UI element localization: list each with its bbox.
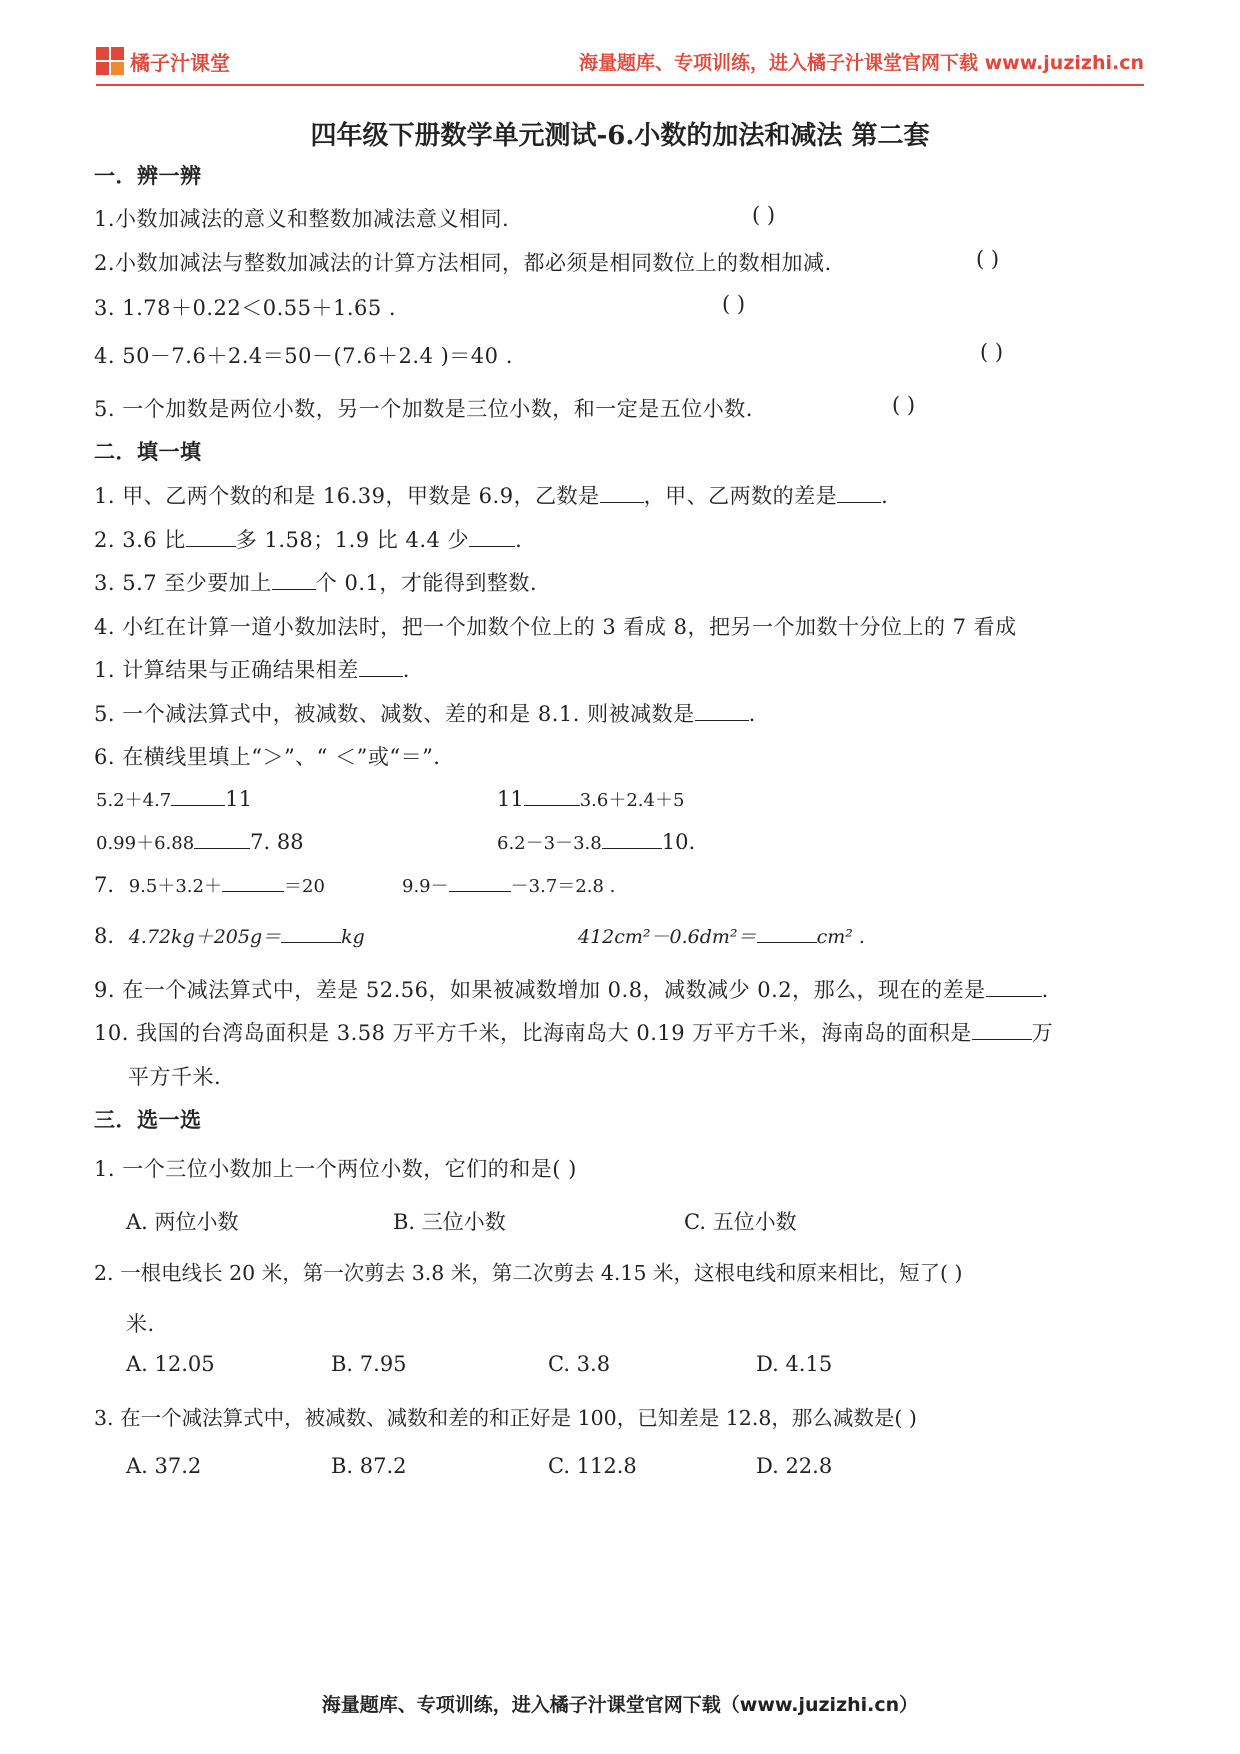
s2-q6-r2-left: 0.99＋6.88 7. 88 — [96, 830, 304, 854]
s2-q7-part2: 9.9－ －3.7＝2.8 . — [402, 872, 615, 898]
s3-q2-option-a: A. 12.05 — [126, 1352, 215, 1376]
answer-blank — [602, 830, 662, 849]
s3-q2-option-b: B. 7.95 — [331, 1352, 407, 1376]
s1-q4-answer: ( ) — [980, 340, 1004, 364]
s3-q2-option-c: C. 3.8 — [548, 1352, 611, 1376]
answer-blank — [972, 1021, 1032, 1040]
s3-q2-line1: 2. 一根电线长 20 米，第一次剪去 3.8 米，第二次剪去 4.15 米，这根电线和原来相比，短了( ) — [94, 1261, 963, 1285]
s1-q3-answer: ( ) — [722, 292, 746, 316]
s3-q1-option-c: C. 五位小数 — [684, 1210, 797, 1234]
answer-blank — [837, 484, 881, 503]
s1-q2-answer: ( ) — [976, 247, 1000, 271]
answer-blank — [194, 830, 250, 849]
s3-q1-option-b: B. 三位小数 — [393, 1210, 506, 1234]
s3-q3-option-d: D. 22.8 — [756, 1454, 833, 1478]
header-slogan: 海量题库、专项训练，进入橘子汁课堂官网下载 www.juzizhi.cn — [579, 52, 1144, 74]
s2-q6: 6. 在横线里填上“＞”、“ ＜”或“＝”. — [94, 745, 441, 769]
s2-q5: 5. 一个减法算式中，被减数、减数、差的和是 8.1. 则被减数是 . — [94, 702, 756, 726]
page-footer: 海量题库、专项训练，进入橘子汁课堂官网下载（www.juzizhi.cn） — [321, 1694, 919, 1716]
s2-q6-r1-right: 11 3.6＋2.4＋5 — [497, 787, 685, 811]
answer-blank — [695, 702, 749, 721]
page-title: 四年级下册数学单元测试-6.小数的加法和减法 第二套 — [310, 121, 930, 151]
s3-q2-option-d: D. 4.15 — [756, 1352, 833, 1376]
answer-blank — [757, 924, 817, 943]
logo-icon — [96, 47, 124, 75]
s2-q2: 2. 3.6 比 多 1.58；1.9 比 4.4 少 . — [94, 528, 523, 552]
answer-blank — [272, 571, 316, 590]
s1-q5-answer: ( ) — [892, 393, 916, 417]
s1-q5: 5. 一个加数是两位小数，另一个加数是三位小数，和一定是五位小数. — [94, 397, 753, 421]
s2-q10-line2: 平方千米. — [128, 1065, 222, 1089]
s1-q2: 2.小数加减法与整数加减法的计算方法相同，都必须是相同数位上的数相加减. — [94, 251, 832, 275]
s2-q8-part2: 412cm²－0.6dm²＝ cm² . — [578, 926, 865, 948]
s2-q4-line2: 1. 计算结果与正确结果相差 . — [94, 658, 410, 682]
s2-q7: 7. 9.5＋3.2＋ ＝20 — [94, 873, 325, 897]
s2-q6-r1-left: 5.2＋4.7 11 — [96, 787, 252, 811]
s1-q4: 4. 50－7.6＋2.4＝50－(7.6＋2.4 )＝40 . — [94, 344, 513, 368]
s2-q8: 8. 4.72kg＋205g＝ kg — [94, 924, 365, 948]
answer-blank — [281, 924, 341, 943]
s2-q9: 9. 在一个减法算式中，差是 52.56，如果被减数增加 0.8，减数减少 0.2，那么，现在的差是 . — [94, 978, 1049, 1002]
s3-q1-option-a: A. 两位小数 — [126, 1210, 239, 1234]
s3-q1: 1. 一个三位小数加上一个两位小数，它们的和是( ) — [94, 1157, 577, 1181]
answer-blank — [986, 978, 1042, 997]
s3-q3-option-b: B. 87.2 — [331, 1454, 407, 1478]
answer-blank — [171, 787, 225, 806]
s2-q10-line1: 10. 我国的台湾岛面积是 3.58 万平方千米，比海南岛大 0.19 万平方千米，海南岛的面积是 万 — [94, 1021, 1054, 1045]
s2-q1: 1. 甲、乙两个数的和是 16.39，甲数是 6.9，乙数是 ，甲、乙两数的差是 . — [94, 484, 889, 508]
answer-blank — [524, 787, 580, 806]
section3-heading: 三．选一选 — [94, 1107, 202, 1132]
s2-q4-line1: 4. 小红在计算一道小数加法时，把一个加数个位上的 3 看成 8，把另一个加数十分位上的 7 看成 — [94, 615, 1017, 639]
s2-q6-r2-right: 6.2－3－3.8 10. — [497, 830, 696, 854]
brand-name: 橘子汁课堂 — [130, 50, 230, 75]
s3-q2-line2: 米. — [126, 1312, 155, 1336]
answer-blank — [222, 873, 284, 892]
section2-heading: 二．填一填 — [94, 439, 202, 464]
header-divider — [96, 84, 1144, 86]
answer-blank — [186, 528, 236, 547]
s3-q3-option-c: C. 112.8 — [548, 1454, 637, 1478]
answer-blank — [600, 484, 644, 503]
s1-q3: 3. 1.78＋0.22＜0.55＋1.65 . — [94, 296, 397, 320]
s1-q1-answer: ( ) — [752, 203, 776, 227]
s1-q1: 1.小数加减法的意义和整数加减法意义相同. — [94, 207, 510, 231]
brand-logo — [96, 44, 230, 78]
answer-blank — [449, 873, 511, 892]
answer-blank — [359, 658, 403, 677]
s3-q3-option-a: A. 37.2 — [126, 1454, 202, 1478]
answer-blank — [469, 528, 515, 547]
section1-heading: 一．辨一辨 — [94, 163, 202, 188]
s2-q3: 3. 5.7 至少要加上 个 0.1，才能得到整数. — [94, 571, 538, 595]
s3-q3: 3. 在一个减法算式中，被减数、减数和差的和正好是 100，已知差是 12.8，那么减数是( ) — [94, 1406, 917, 1430]
